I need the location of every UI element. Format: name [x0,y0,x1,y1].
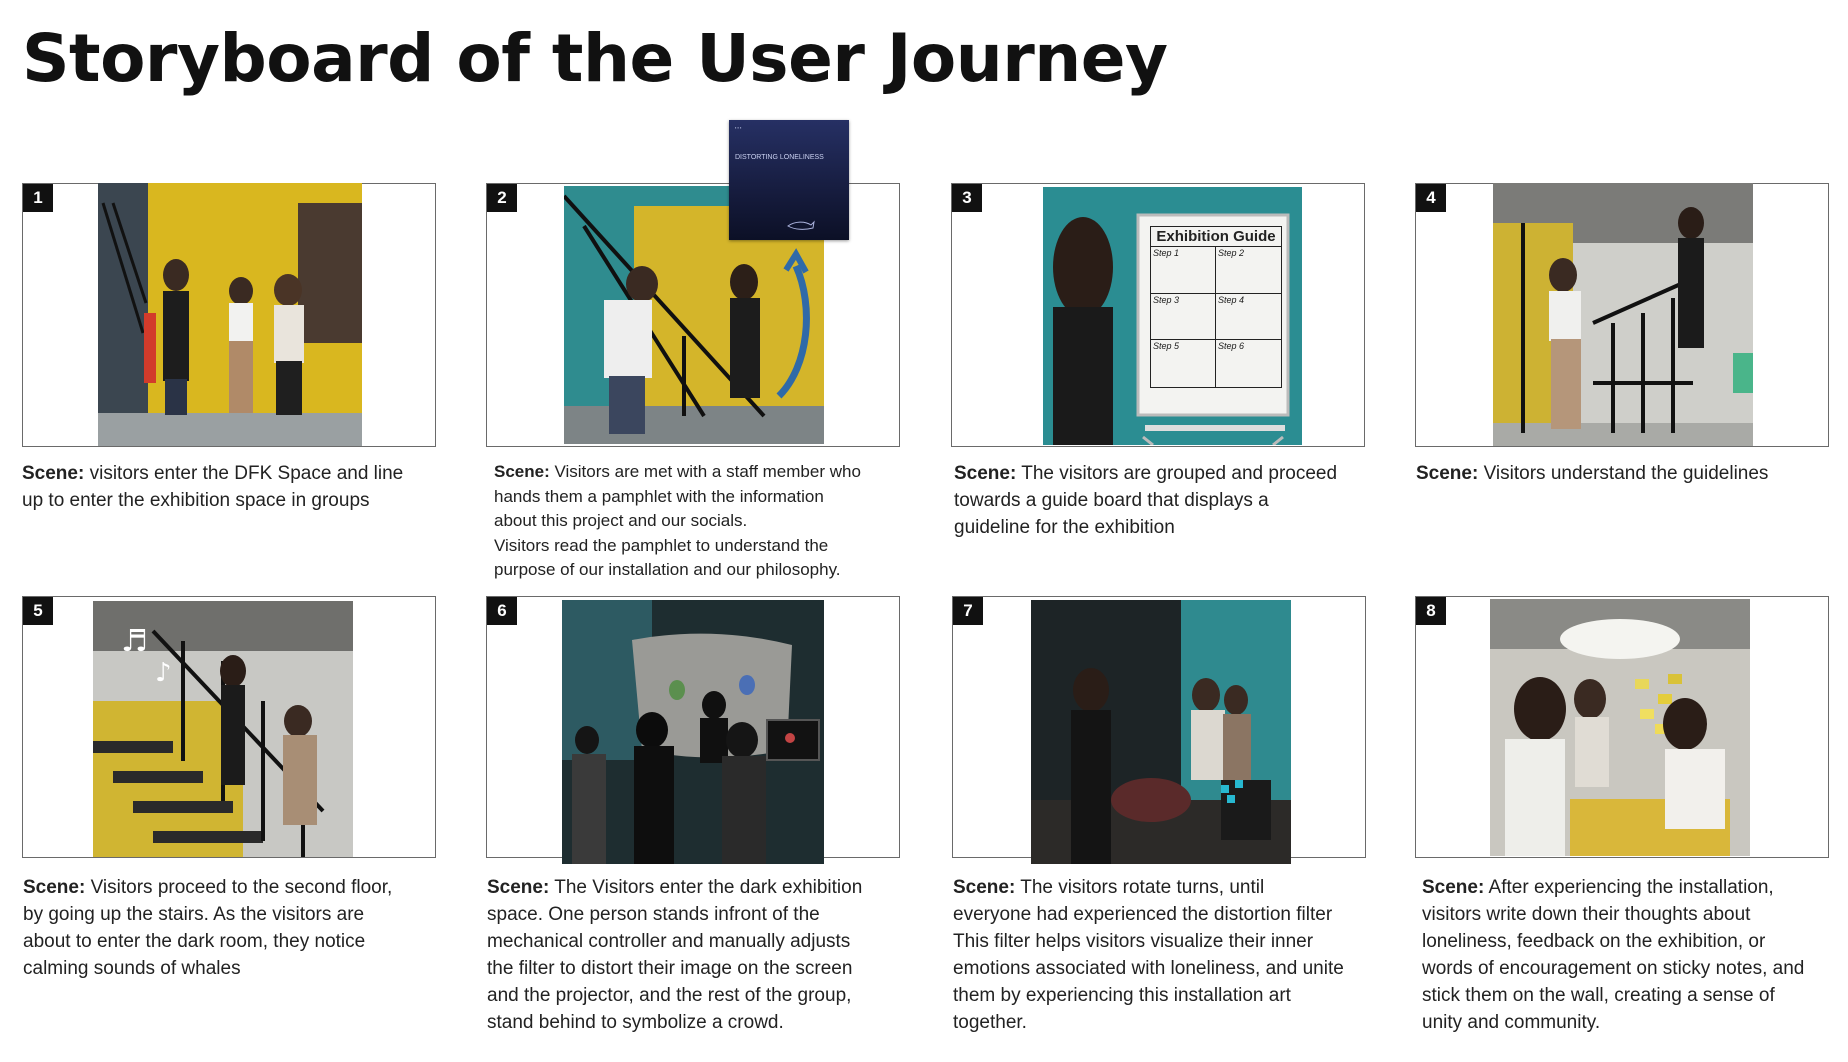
guide-step: Step 5 [1151,340,1216,387]
caption-line: The visitors are grouped and proceed [1016,463,1338,484]
guide-step: Step 1 [1151,247,1216,294]
page-title: Storyboard of the User Journey [22,20,1168,97]
scene-number: 8 [1416,597,1446,625]
caption-line: about to enter the dark room, they notice [23,931,366,952]
caption-line: about this project and our socials. [494,511,748,530]
caption-line: hands them a pamphlet with the information [494,486,824,506]
caption-line: emotions associated with loneliness, and unite [953,958,1344,979]
scene-label: Scene: [487,877,550,898]
scene-7-frame [952,596,1366,858]
caption-line: visitors write down their thoughts about [1422,904,1751,925]
scene-4-frame [1415,183,1829,447]
music-note-icon: ♪ [155,658,172,688]
caption-line: Visitors understand the guidelines [1478,463,1769,484]
scene-number: 6 [487,597,517,625]
music-note-icon: ♬ [121,624,148,659]
photo-image-icon [93,601,353,857]
caption-line: them by experiencing this installation art [953,985,1291,1006]
scene-number: 4 [1416,184,1446,212]
caption-line: unity and community. [1422,1012,1601,1033]
caption-line: The visitors rotate turns, until [1015,877,1265,898]
scene-5-photo [93,601,353,857]
photo-image-icon [1031,600,1291,864]
photo-image-icon [562,600,824,864]
guide-board-grid [1150,246,1282,388]
caption-line: stick them on the wall, creating a sense of [1422,985,1775,1006]
guide-step: Step 4 [1216,294,1281,341]
scene-number: 1 [23,184,53,212]
caption-line: Visitors read the pamphlet to understand the [494,535,829,555]
scene-6-frame [486,596,900,858]
scene-1-photo [98,183,362,446]
caption-line: calming sounds of whales [23,958,241,979]
caption-line: The Visitors enter the dark exhibition [549,877,863,898]
caption-line: up to enter the exhibition space in groups [22,490,370,511]
caption-line: together. [953,1012,1027,1033]
guide-board-title: Exhibition Guide [1150,226,1282,246]
photo-image-icon [98,183,362,446]
caption-line: This filter helps visitors visualize their inner [953,931,1314,952]
scene-7-photo [1031,600,1291,864]
scene-8-frame [1415,596,1829,858]
scene-6-caption [487,874,862,1036]
caption-line: and the projector, and the rest of the group, [487,985,852,1006]
caption-line: everyone had experienced the distortion filter [953,904,1333,925]
caption-line: Visitors proceed to the second floor, [85,877,393,898]
scene-number: 3 [952,184,982,212]
caption-line: Visitors are met with a staff member who [549,462,861,481]
caption-line: After experiencing the installation, [1484,877,1774,898]
scene-4-photo [1493,183,1753,446]
scene-label: Scene: [953,877,1016,898]
scene-2-caption [494,460,861,583]
guide-board [1150,226,1282,396]
scene-5-caption [23,874,392,982]
scene-1-caption [22,460,403,514]
scene-6-photo [562,600,824,864]
scene-3-caption [954,460,1337,541]
scene-label: Scene: [1422,877,1485,898]
caption-line: stand behind to symbolize a crowd. [487,1012,784,1033]
scene-3-photo [1043,187,1302,445]
photo-image-icon [1493,183,1753,446]
photo-image-icon [1490,599,1750,856]
scene-label: Scene: [22,463,85,484]
caption-line: loneliness, feedback on the exhibition, or [1422,931,1766,952]
caption-line: by going up the stairs. As the visitors are [23,904,365,925]
pamphlet-title: DISTORTING LONELINESS [735,154,824,161]
pamphlet-image [729,120,849,240]
caption-line: guideline for the exhibition [954,517,1175,538]
guide-step: Step 3 [1151,294,1216,341]
caption-line: towards a guide board that displays a [954,490,1269,511]
caption-line: visitors enter the DFK Space and line [84,463,404,484]
caption-line: purpose of our installation and our philosophy. [494,560,841,579]
scene-number: 7 [953,597,983,625]
caption-line: words of encouragement on sticky notes, and [1422,958,1805,979]
pamphlet-header-icon: ▪ ▪ ▪ [735,125,742,130]
scene-7-caption [953,874,1344,1036]
caption-line: mechanical controller and manually adjusts [487,931,851,952]
scene-3-frame [951,183,1365,447]
caption-line: space. One person stands infront of the [487,904,820,925]
scene-label: Scene: [494,462,550,481]
scene-label: Scene: [954,463,1017,484]
scene-4-caption [1416,460,1768,487]
scene-1-frame [22,183,436,447]
scene-8-photo [1490,599,1750,856]
caption-line: the filter to distort their image on the screen [487,958,853,979]
whale-icon [787,220,815,230]
guide-step: Step 6 [1218,341,1245,352]
scene-5-frame [22,596,436,858]
scene-8-caption [1422,874,1804,1036]
scene-label: Scene: [23,877,86,898]
guide-step: Step 2 [1216,247,1281,294]
scene-label: Scene: [1416,463,1479,484]
scene-number: 5 [23,597,53,625]
scene-number: 2 [487,184,517,212]
